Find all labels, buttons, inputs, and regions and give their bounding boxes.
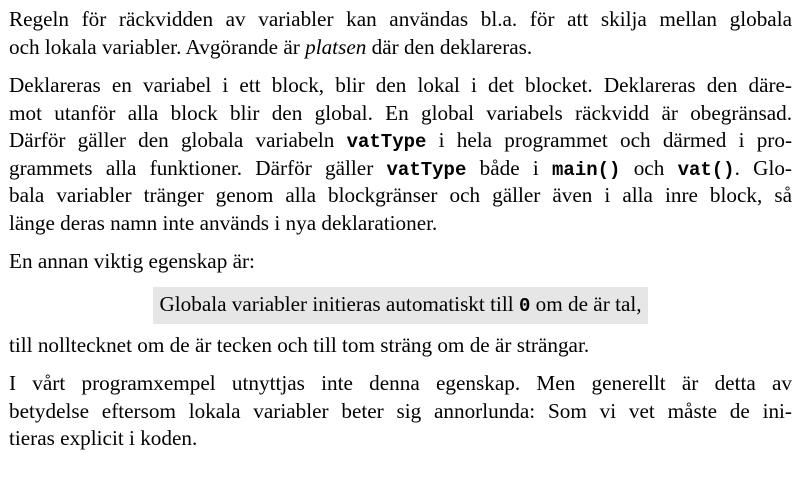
text-line [9, 248, 792, 276]
code-identifier: vatType [386, 158, 467, 181]
text-line [9, 398, 792, 426]
text-line [9, 182, 792, 210]
text-segment: både i [466, 155, 553, 180]
text-segment: Regeln för räckvidden av variabler kan användas bl.a. för att skilja mellan globala [9, 7, 792, 31]
text-segment: och lokala variabler. Avgörande är [9, 34, 306, 59]
code-identifier: 0 [518, 294, 531, 317]
text-line [9, 155, 792, 183]
paragraph-property-intro [9, 248, 792, 276]
text-segment: I vårt programxempel utnyttjas inte denna egenskap. Men generellt är detta av [9, 371, 792, 395]
code-identifier: vatType [346, 131, 427, 153]
code-identifier: vat() [677, 158, 735, 181]
text-segment: mot utanför alla block blir den global. En global variabels räckvidd är obegränsad. [9, 100, 792, 125]
text-segment: Globala variabler initieras automatiskt till [159, 291, 519, 316]
emphasis-text: platsen [305, 34, 367, 59]
text-line [9, 425, 792, 453]
text-segment: och [620, 155, 678, 180]
text-segment: där den deklareras. [366, 34, 533, 59]
text-segment: . Glo- [734, 155, 792, 180]
text-line [9, 210, 792, 238]
text-segment: Därför gäller den globala variabeln [9, 128, 347, 152]
highlight-box [9, 287, 792, 323]
text-line [9, 332, 792, 360]
text-segment: bala variabler tränger genom alla blockgränser och gäller även i alla inre block, så [9, 183, 792, 207]
paragraph-scope-rule [9, 6, 792, 61]
code-identifier: main() [552, 158, 621, 181]
paragraph-property-continued [9, 332, 792, 360]
text-line [9, 34, 792, 62]
text-segment: länge deras namn inte används i nya deklarationer. [9, 210, 438, 235]
text-line [9, 6, 792, 34]
document-page [9, 6, 792, 464]
text-segment: betydelse eftersom lokala variabler beter sig annorlunda: Som vi vet måste de ini- [9, 398, 792, 423]
text-segment: i hela programmet och därmed i pro- [426, 128, 793, 152]
text-segment: Deklareras en variabel i ett block, blir den lokal i det blocket. Deklareras den däre- [9, 73, 792, 97]
text-segment: En annan viktig egenskap är: [9, 249, 255, 273]
paragraph-example-note [9, 370, 792, 453]
text-line [9, 127, 792, 155]
text-segment: till nolltecknet om de är tecken och till tom sträng om de är strängar. [9, 332, 590, 357]
text-line [9, 370, 792, 398]
text-segment: grammets alla funktioner. Därför gäller [9, 155, 387, 180]
text-segment: om de är tal, [530, 291, 642, 316]
text-line [9, 100, 792, 128]
text-segment: tieras explicit i koden. [9, 426, 198, 450]
text-line [9, 72, 792, 100]
highlighted-statement [153, 287, 647, 325]
paragraph-global-local [9, 72, 792, 237]
